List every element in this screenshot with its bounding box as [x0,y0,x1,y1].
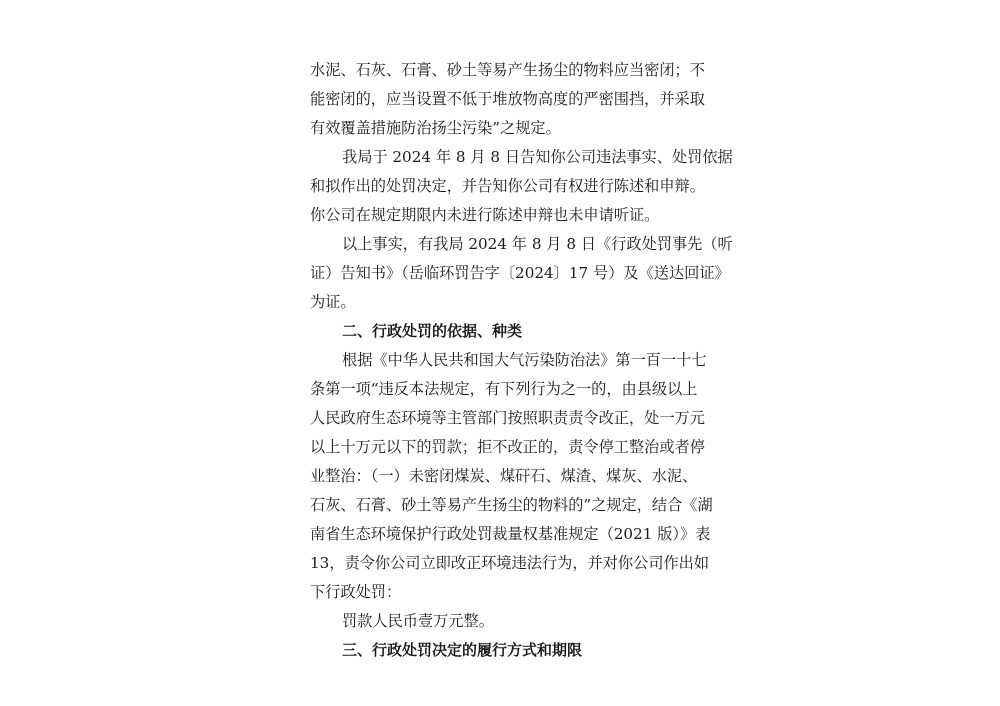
text-line: 证）告知书》（岳临环罚告字〔2024〕17 号）及《送达回证》 [310,264,730,282]
text-line: 你公司在规定期限内未进行陈述申辩也未申请听证。 [310,206,660,224]
section-heading: 三、行政处罚决定的履行方式和期限 [342,641,583,659]
text-line: 下行政处罚： [310,583,402,601]
paragraph-first-line: 根据《中华人民共和国大气污染防治法》第一百一十七 [342,351,707,369]
text-line: 业整治：（一）未密闭煤炭、煤矸石、煤渣、煤灰、水泥、 [310,467,698,485]
text-line: 以上十万元以下的罚款；拒不改正的，责令停工整治或者停 [310,438,705,456]
text-line: 石灰、石膏、砂土等易产生扬尘的物料的”之规定，结合《湖 [310,496,713,514]
text-line: 南省生态环境保护行政处罚裁量权基准规定（2021 版）》表 [310,525,711,543]
text-line: 能密闭的，应当设置不低于堆放物高度的严密围挡，并采取 [310,90,705,108]
section-heading: 二、行政处罚的依据、种类 [342,322,523,340]
paragraph-first-line: 以上事实，有我局 2024 年 8 月 8 日《行政处罚事先（听 [342,235,733,253]
text-line: 人民政府生态环境等主管部门按照职责责令改正，处一万元 [310,409,705,427]
paragraph-first-line: 我局于 2024 年 8 月 8 日告知你公司违法事实、处罚依据 [342,148,733,166]
text-line: 条第一项“违反本法规定，有下列行为之一的，由县级以上 [310,380,698,398]
paragraph-first-line: 罚款人民币壹万元整。 [342,612,494,630]
text-line: 13，责令你公司立即改正环境违法行为，并对你公司作出如 [310,554,710,572]
text-line: 为证。 [310,293,356,311]
text-line: 水泥、石灰、石膏、砂土等易产生扬尘的物料应当密闭；不 [310,61,705,79]
text-line: 有效覆盖措施防治扬尘污染”之规定。 [310,119,561,137]
text-line: 和拟作出的处罚决定，并告知你公司有权进行陈述和申辩。 [310,177,705,195]
